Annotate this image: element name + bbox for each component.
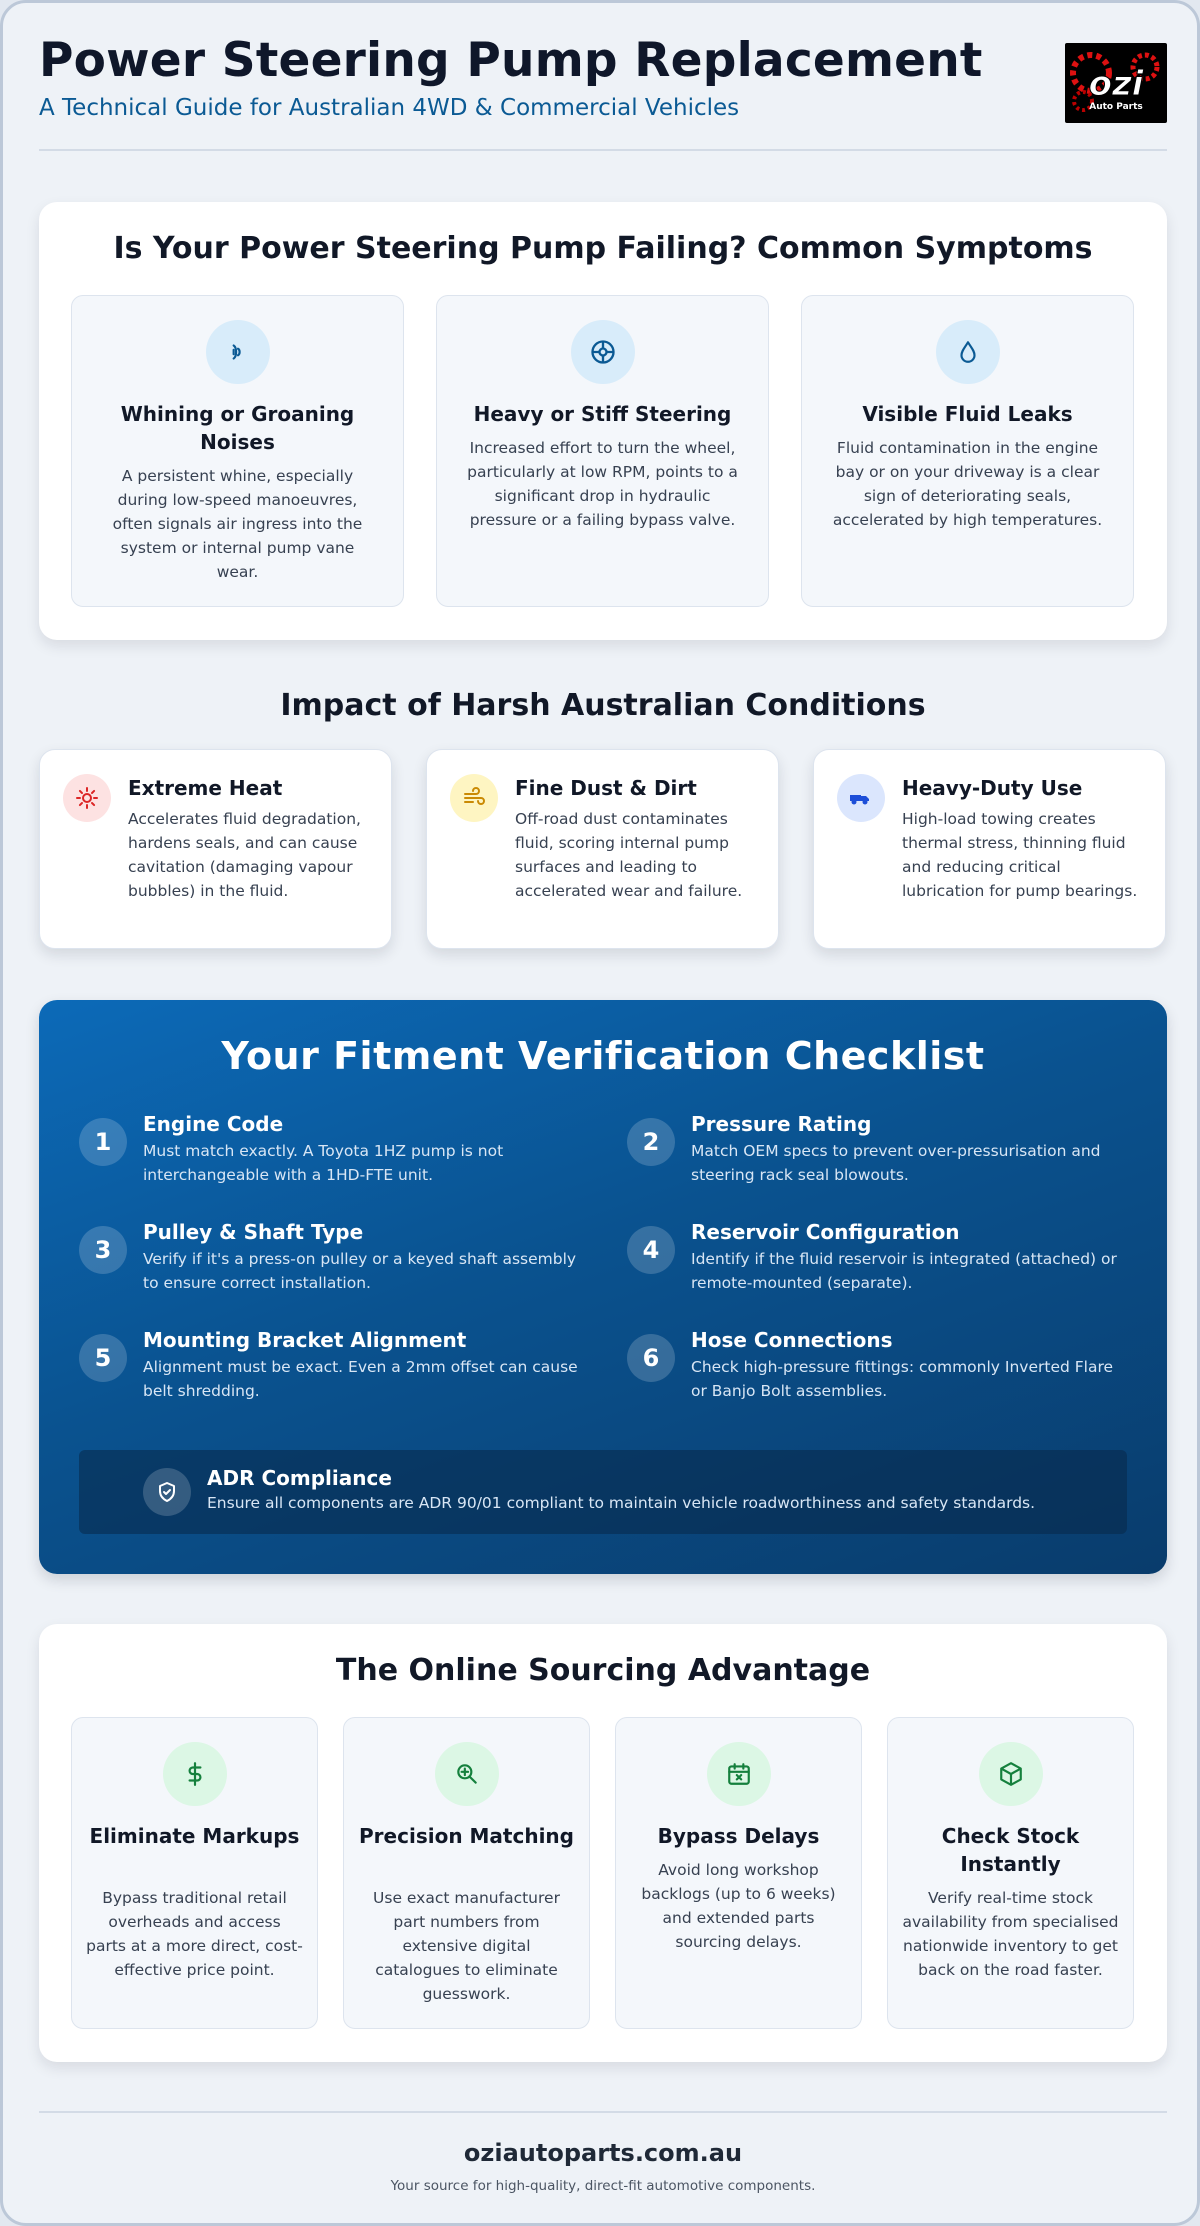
condition-card: [426, 749, 779, 949]
symptom-card: [71, 295, 404, 607]
sound-wave-icon: [206, 320, 270, 384]
condition-title: Fine Dust & Dirt: [515, 776, 697, 800]
page-header: [39, 33, 1167, 151]
symptom-title: Heavy or Stiff Steering: [473, 402, 732, 426]
fitment-checklist-section: [39, 1000, 1167, 1574]
checklist-item: [627, 1328, 1127, 1408]
symptoms-section: [39, 202, 1167, 640]
step-description: Identify if the fluid reservoir is integrated (attached) or remote-mounted (separate).: [691, 1250, 1117, 1292]
logo-graphic: [1065, 43, 1167, 123]
truck-icon: [837, 774, 885, 822]
step-description: Must match exactly. A Toyota 1HZ pump is not interchangeable with a 1HD-FTE unit.: [143, 1142, 504, 1184]
page-title: Power Steering Pump Replacement: [39, 33, 983, 88]
sourcing-card-title: Bypass Delays: [657, 1824, 820, 1848]
page-footer: [39, 2111, 1167, 2211]
symptom-card: [801, 295, 1134, 607]
sourcing-card-description: Avoid long workshop backlogs (up to 6 weeks) and extended parts sourcing delays.: [641, 1861, 836, 1951]
sourcing-section: [39, 1624, 1167, 2062]
adr-description: Ensure all components are ADR 90/01 compliant to maintain vehicle roadworthiness and safety standards.: [207, 1494, 1036, 1512]
sourcing-card-description: Bypass traditional retail overheads and access parts at a more direct, cost-effective price point.: [86, 1889, 303, 1979]
brand-logo[interactable]: [1065, 43, 1167, 123]
checklist-title: Your Fitment Verification Checklist: [221, 1034, 985, 1078]
step-title: Reservoir Configuration: [691, 1220, 960, 1244]
droplet-icon: [936, 320, 1000, 384]
condition-description: High-load towing creates thermal stress, thinning fluid and reducing critical lubrication for pump bearings.: [902, 810, 1138, 900]
adr-compliance-box: [79, 1450, 1127, 1534]
page-subtitle: A Technical Guide for Australian 4WD & Commercial Vehicles: [39, 95, 740, 121]
step-number: 3: [79, 1226, 127, 1274]
sourcing-card-description: Use exact manufacturer part numbers from extensive digital catalogues to eliminate guesswork.: [373, 1889, 560, 2003]
sourcing-card: [887, 1717, 1134, 2029]
symptom-card: [436, 295, 769, 607]
step-title: Pressure Rating: [691, 1112, 872, 1136]
steering-wheel-icon: [571, 320, 635, 384]
box-icon: [979, 1742, 1043, 1806]
symptom-description: Fluid contamination in the engine bay or on your driveway is a clear sign of deteriorating seals, accelerated by high temperatures.: [832, 439, 1103, 529]
checklist-item: [79, 1220, 579, 1300]
footer-site-link[interactable]: oziautoparts.com.au: [463, 2139, 743, 2167]
wind-icon: [450, 774, 498, 822]
symptoms-title: Is Your Power Steering Pump Failing? Common Symptoms: [113, 231, 1093, 266]
step-number: 2: [627, 1118, 675, 1166]
symptom-title: Visible Fluid Leaks: [862, 402, 1073, 426]
checklist-item: [79, 1112, 579, 1192]
step-number: 6: [627, 1334, 675, 1382]
step-description: Alignment must be exact. Even a 2mm offset can cause belt shredding.: [143, 1358, 578, 1400]
step-number: 4: [627, 1226, 675, 1274]
step-number: 1: [79, 1118, 127, 1166]
logo-wordmark: ozi: [1088, 64, 1144, 104]
logo-subtext: Auto Parts: [1089, 102, 1143, 112]
step-title: Engine Code: [143, 1112, 284, 1136]
condition-description: Off-road dust contaminates fluid, scoring internal pump surfaces and leading to accelerated wear and failure.: [515, 810, 743, 900]
conditions-title: Impact of Harsh Australian Conditions: [280, 688, 926, 723]
calendar-x-icon: [707, 1742, 771, 1806]
condition-description: Accelerates fluid degradation, hardens seals, and can cause cavitation (damaging vapour bubbles) in the fluid.: [128, 810, 361, 900]
sourcing-card-description: Verify real-time stock availability from specialised nationwide inventory to get back on the road faster.: [902, 1889, 1119, 1979]
sourcing-title: The Online Sourcing Advantage: [335, 1653, 871, 1688]
condition-card: [813, 749, 1166, 949]
symptom-description: Increased effort to turn the wheel, particularly at low RPM, points to a significant drop in hydraulic pressure or a failing bypass valve.: [467, 439, 738, 529]
step-number: 5: [79, 1334, 127, 1382]
condition-card: [39, 749, 392, 949]
magnify-plus-icon: [435, 1742, 499, 1806]
adr-title: ADR Compliance: [207, 1466, 392, 1490]
condition-title: Heavy-Duty Use: [902, 776, 1083, 800]
checklist-item: [79, 1328, 579, 1408]
symptom-description: A persistent whine, especially during low-speed manoeuvres, often signals air ingress into the system or internal pump vane wear.: [112, 467, 363, 581]
step-description: Check high-pressure fittings: commonly Inverted Flare or Banjo Bolt assemblies.: [691, 1358, 1114, 1400]
dollar-icon: [163, 1742, 227, 1806]
condition-title: Extreme Heat: [128, 776, 283, 800]
shield-check-icon: [143, 1468, 191, 1516]
sourcing-card: [343, 1717, 590, 2029]
footer-tagline: Your source for high-quality, direct-fit automotive components.: [390, 2178, 816, 2194]
step-description: Match OEM specs to prevent over-pressurisation and steering rack seal blowouts.: [691, 1142, 1101, 1184]
sourcing-card: [615, 1717, 862, 2029]
sourcing-card-title: Precision Matching: [359, 1824, 574, 1848]
step-title: Mounting Bracket Alignment: [143, 1328, 467, 1352]
step-title: Hose Connections: [691, 1328, 893, 1352]
symptom-title: Whining or Groaning Noises: [120, 402, 355, 454]
sourcing-card-title: Eliminate Markups: [89, 1824, 300, 1848]
checklist-item: [627, 1220, 1127, 1300]
sourcing-card: [71, 1717, 318, 2029]
step-title: Pulley & Shaft Type: [143, 1220, 364, 1244]
sourcing-card-title: Check Stock Instantly: [941, 1824, 1080, 1876]
sun-icon: [63, 774, 111, 822]
step-description: Verify if it's a press-on pulley or a keyed shaft assembly to ensure correct installation.: [143, 1250, 577, 1292]
checklist-item: [627, 1112, 1127, 1192]
